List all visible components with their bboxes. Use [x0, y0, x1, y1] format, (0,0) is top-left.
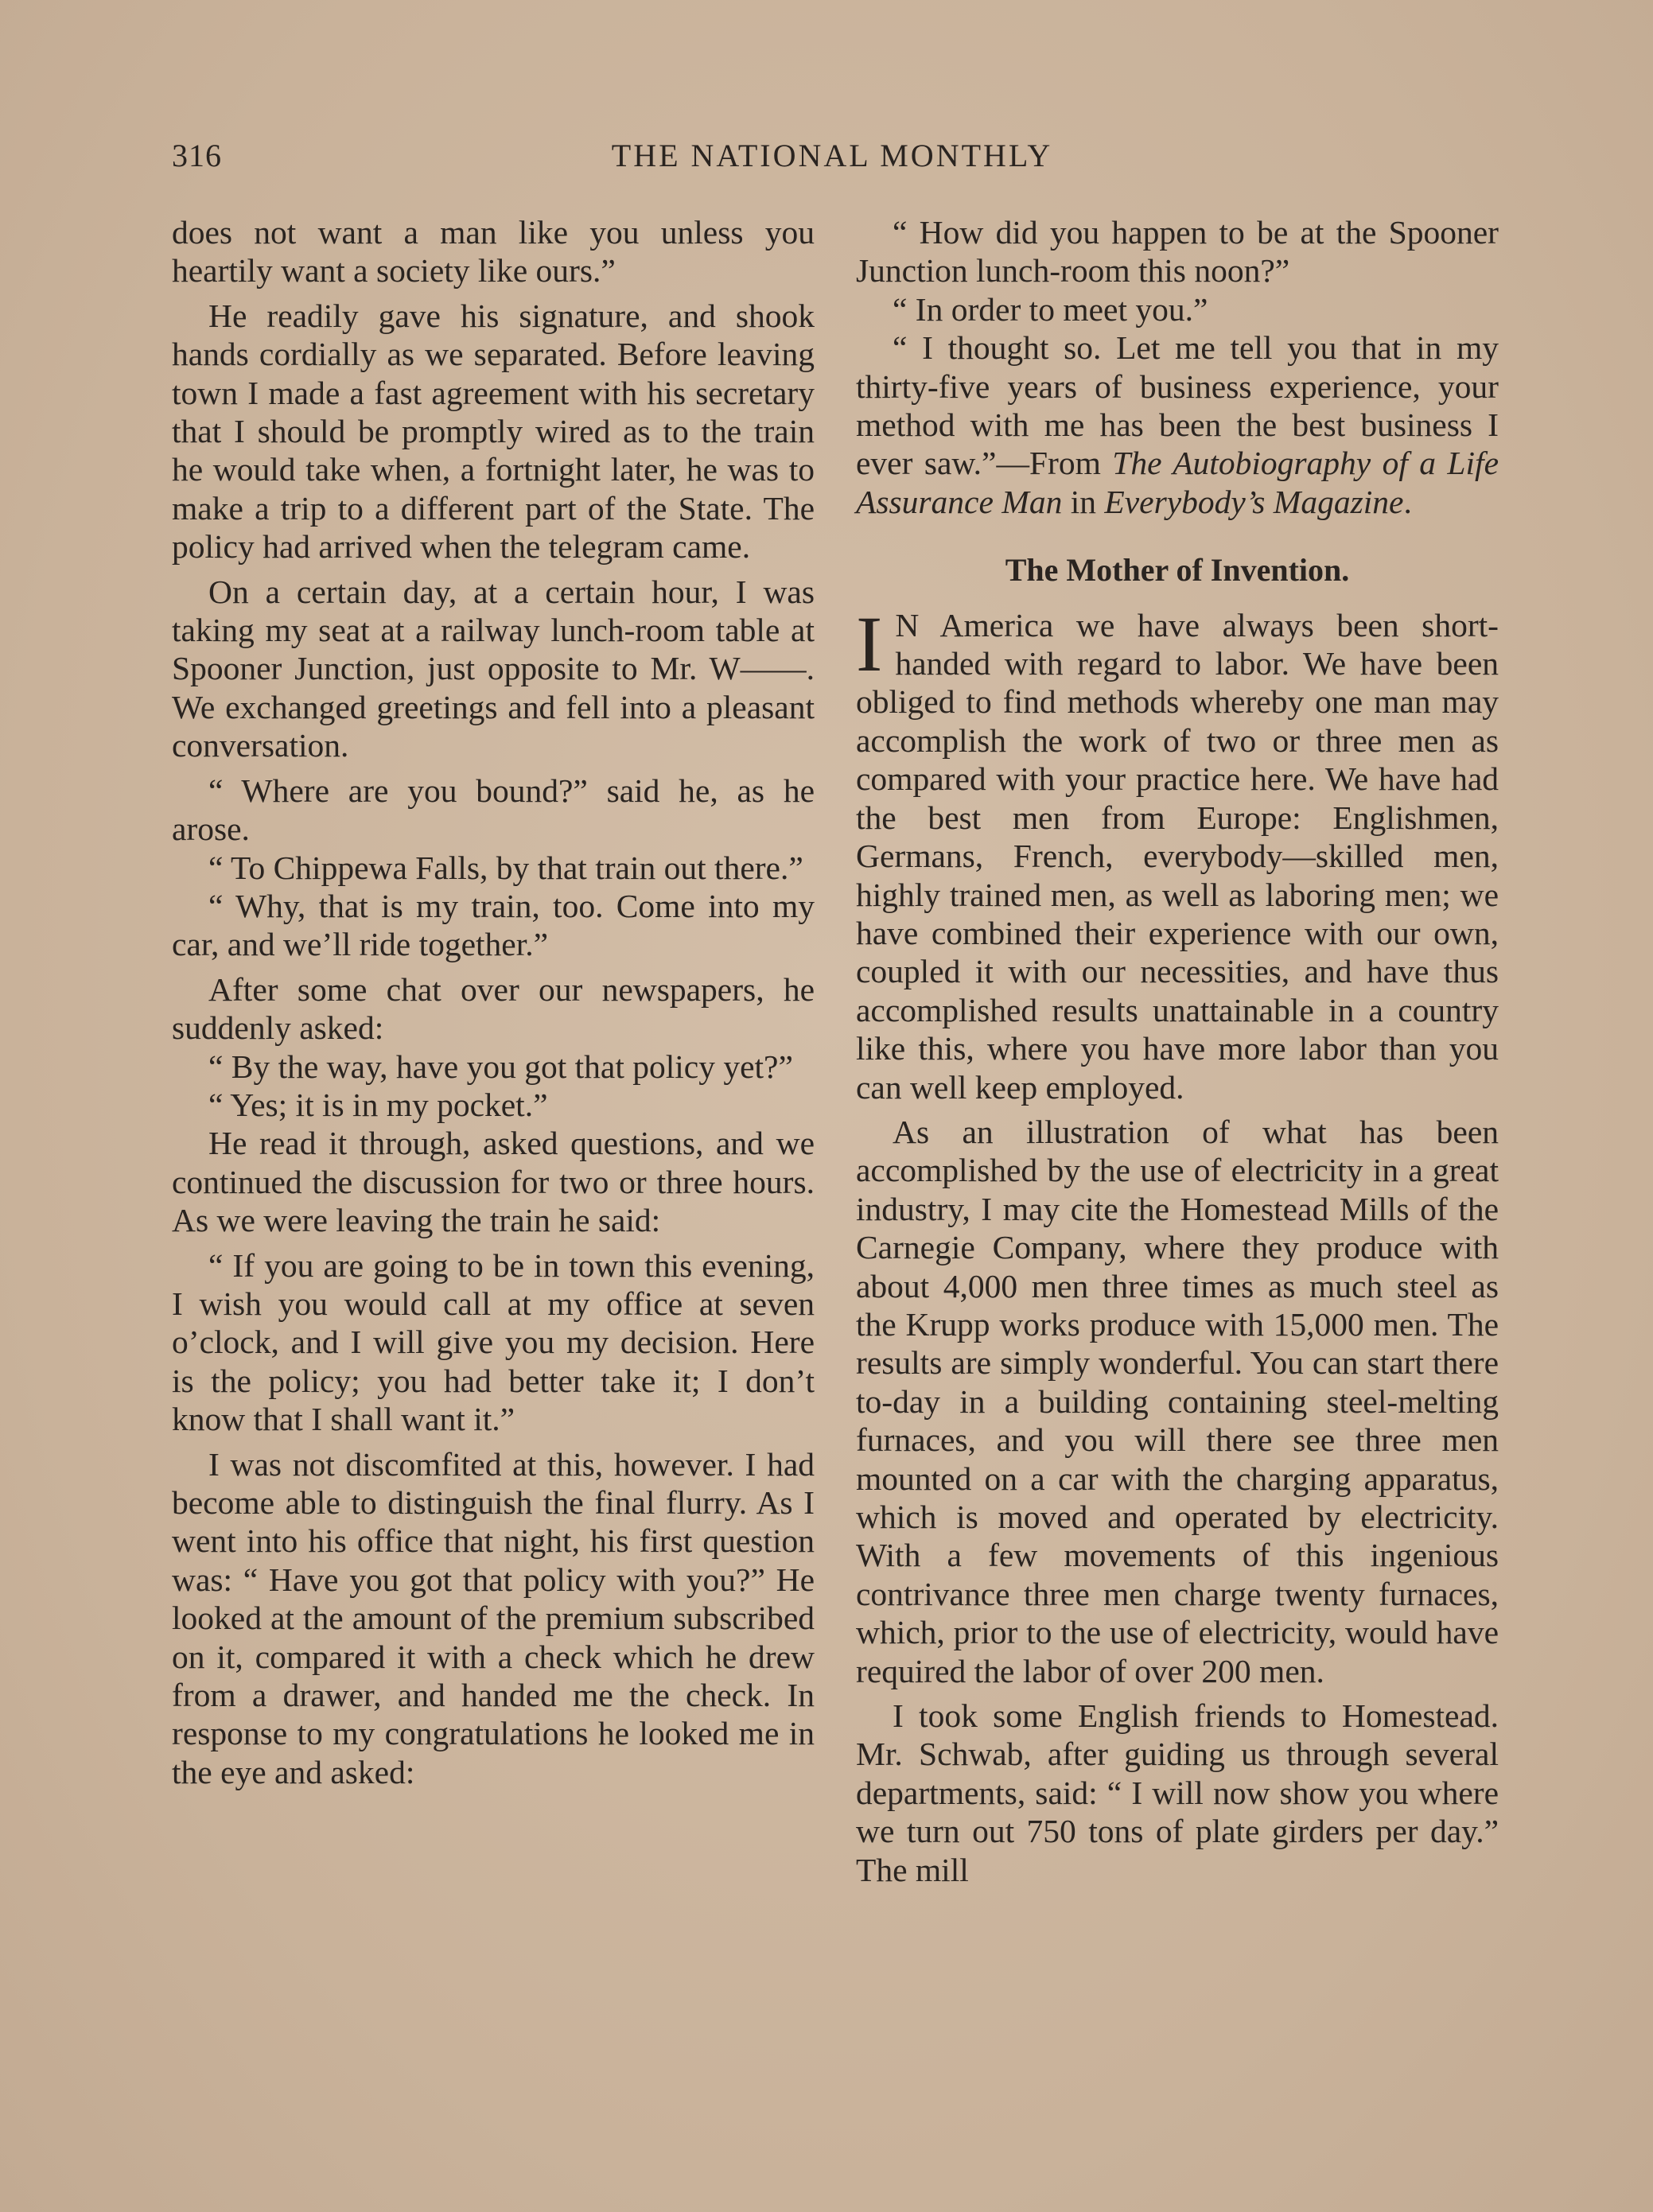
- paragraph: does not want a man like you unless you heartily want a society like ours.”: [172, 214, 815, 290]
- section-heading: The Mother of Invention.: [1005, 552, 1350, 589]
- running-header: [172, 137, 1492, 185]
- source-magazine: Everybody’s Magazine: [1104, 483, 1404, 520]
- paragraph: “ To Chippewa Falls, by that train out there.”: [208, 849, 803, 886]
- paragraph-text: N America we have always been short-handed with regard to labor. We have been obliged to find methods whereby one man may accomplish the work of two or three men as compared with your practice here. We have had the best men from Europe: Englishmen, Germans, French, everybody—skilled men, highly trained men, as well as laboring men; we have combined their experience with our own, coupled it with our necessities, and have thus accomplished results unattainable in a country like this, where you have more labor than you can well keep employed.: [856, 606, 1499, 1106]
- paragraph: “ Why, that is my train, too. Come into my car, and we’ll ride together.”: [172, 887, 815, 963]
- source-period: .: [1403, 483, 1412, 520]
- paragraph: “ If you are going to be in town this evening, I wish you would call at my office at seven o’clock, and I will give you my decision. Here is the policy; you had better take it; I don’t know that I shall want it.”: [172, 1246, 815, 1438]
- paragraph: “ Where are you bound?” said he, as he arose.: [172, 772, 815, 848]
- paragraph: “ How did you happen to be at the Spooner Junction lunch-room this noon?”: [856, 214, 1499, 290]
- page-number: 316: [172, 138, 222, 173]
- paragraph: On a certain day, at a certain hour, I was taking my seat at a railway lunch-room table at Spooner Junction, just opposite to Mr. W——. We exchanged greetings and fell into a pleasant conversation.: [172, 573, 815, 764]
- paragraph-text: “ I thought so. Let me tell you that in my thirty-five years of business experience, your method with me has been the best business I ever saw.”—From: [856, 329, 1499, 482]
- paragraph: As an illustration of what has been accomplished by the use of electricity in a great industry, I may cite the Homestead Mills of the Carnegie Company, where they produce with about 4,000 men three times as much steel as the Krupp works produce with 15,000 men. The results are simply wonderful. You can start there to-day in a building containing steel-melting furnaces, and you will there see three men mounted on a car with the charging apparatus, which is moved and operated by electricity. With a few movements of this ingenious contrivance three men charge twenty furnaces, which, prior to the use of electricity, would have required the labor of over 200 men.: [856, 1113, 1499, 1689]
- paragraph: “ By the way, have you got that policy yet?”: [208, 1048, 793, 1085]
- running-title: THE NATIONAL MONTHLY: [611, 138, 1053, 173]
- right-column: [856, 213, 1499, 1895]
- left-column: [172, 213, 815, 1798]
- paragraph: “ Yes; it is in my pocket.”: [208, 1086, 548, 1123]
- paragraph: I was not discomfited at this, however. I had become able to distinguish the final flurry. As I went into his office that night, his first question was: “ Have you got that policy with you?” He looked at the amount of the premium subscribed on it, compared it with a check which he drew from a drawer, and handed me the check. In response to my congratulations he looked me in the eye and asked:: [172, 1445, 815, 1790]
- paragraph: [856, 328, 1499, 521]
- paragraph: After some chat over our newspapers, he suddenly asked:: [172, 970, 815, 1047]
- paragraph: He read it through, asked questions, and we continued the discussion for two or three hours. As we were leaving the train he said:: [172, 1125, 815, 1239]
- drop-cap: I: [856, 599, 883, 688]
- paragraph: I took some English friends to Homestead. Mr. Schwab, after guiding us through several departments, said: “ I will now show you where we turn out 750 tons of plate girders per day.” The mill: [856, 1697, 1499, 1888]
- paragraph: [856, 599, 1499, 1106]
- paragraph: He readily gave his signature, and shook hands cordially as we separated. Before leaving town I made a fast agreement with his secretary that I should be promptly wired as to the train he would take when, a fortnight later, he was to make a trip to a different part of the State. The policy had arrived when the telegram came.: [172, 297, 815, 566]
- source-title: The Autobiography of a Life Assurance Man: [856, 445, 1499, 520]
- paragraph: “ In order to meet you.”: [893, 290, 1208, 328]
- source-connector: in: [1070, 483, 1096, 520]
